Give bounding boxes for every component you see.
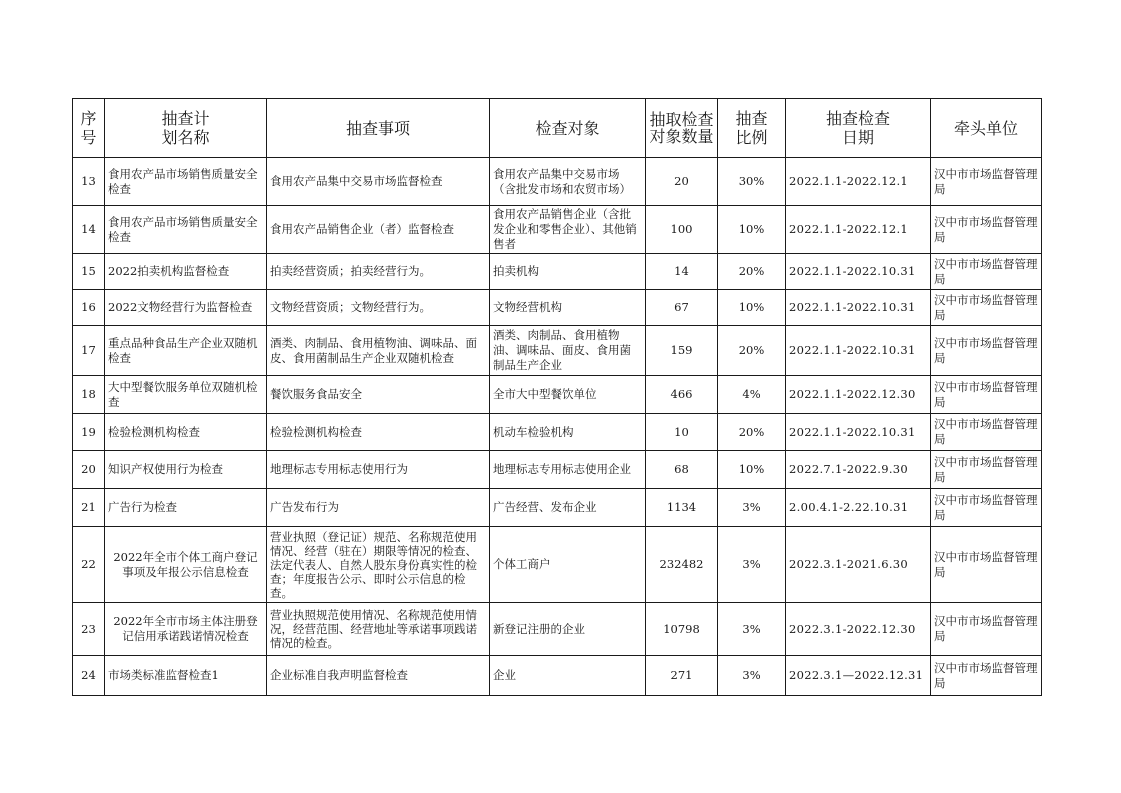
cell-ratio: 10%	[718, 451, 786, 489]
cell-target: 企业	[490, 656, 646, 696]
cell-ratio: 3%	[718, 656, 786, 696]
cell-ratio: 4%	[718, 376, 786, 414]
cell-plan-name: 检验检测机构检查	[105, 414, 267, 451]
cell-target: 个体工商户	[490, 527, 646, 603]
cell-unit: 汉中市市场监督管理局	[931, 603, 1042, 656]
cell-date: 2022.1.1-2022.12.1	[786, 158, 931, 206]
cell-item: 食用农产品销售企业（者）监督检查	[267, 206, 490, 254]
cell-target: 全市大中型餐饮单位	[490, 376, 646, 414]
cell-ratio: 30%	[718, 158, 786, 206]
cell-count: 100	[646, 206, 718, 254]
cell-ratio: 3%	[718, 527, 786, 603]
cell-ratio: 10%	[718, 290, 786, 326]
cell-no: 19	[73, 414, 105, 451]
cell-no: 17	[73, 326, 105, 376]
cell-unit: 汉中市市场监督管理局	[931, 451, 1042, 489]
cell-plan-name: 大中型餐饮服务单位双随机检查	[105, 376, 267, 414]
cell-count: 232482	[646, 527, 718, 603]
cell-unit: 汉中市市场监督管理局	[931, 489, 1042, 527]
cell-unit: 汉中市市场监督管理局	[931, 158, 1042, 206]
cell-item: 营业执照规范使用情况、名称规范使用情况，经营范围、经营地址等承诺事项践诺情况的检查。	[267, 603, 490, 656]
cell-item: 酒类、肉制品、食用植物油、调味品、面皮、食用菌制品生产企业双随机检查	[267, 326, 490, 376]
cell-date: 2.00.4.1-2.22.10.31	[786, 489, 931, 527]
table-row	[73, 290, 1042, 326]
header-ratio: 抽查比例	[718, 99, 786, 158]
header-date: 抽查检查日期	[786, 99, 931, 158]
cell-unit: 汉中市市场监督管理局	[931, 656, 1042, 696]
cell-plan-name: 食用农产品市场销售质量安全检查	[105, 206, 267, 254]
table-row	[73, 254, 1042, 290]
cell-ratio: 10%	[718, 206, 786, 254]
cell-date: 2022.3.1—2022.12.31	[786, 656, 931, 696]
header-target: 检查对象	[490, 99, 646, 158]
cell-no: 14	[73, 206, 105, 254]
header-row	[73, 99, 1042, 158]
cell-count: 10798	[646, 603, 718, 656]
cell-item: 营业执照（登记证）规范、名称规范使用情况、经营（驻在）期限等情况的检查、法定代表人、自然人股东身份真实性的检查；年度报告公示、即时公示信息的检查。	[267, 527, 490, 603]
cell-item: 文物经营资质；文物经营行为。	[267, 290, 490, 326]
cell-no: 21	[73, 489, 105, 527]
cell-item: 检验检测机构检查	[267, 414, 490, 451]
cell-ratio: 20%	[718, 414, 786, 451]
table-row	[73, 376, 1042, 414]
cell-unit: 汉中市市场监督管理局	[931, 414, 1042, 451]
cell-unit: 汉中市市场监督管理局	[931, 290, 1042, 326]
cell-plan-name: 广告行为检查	[105, 489, 267, 527]
header-no: 序号	[73, 99, 105, 158]
cell-date: 2022.1.1-2022.10.31	[786, 326, 931, 376]
cell-no: 23	[73, 603, 105, 656]
cell-plan-name: 市场类标准监督检查1	[105, 656, 267, 696]
cell-target: 文物经营机构	[490, 290, 646, 326]
cell-date: 2022.1.1-2022.10.31	[786, 290, 931, 326]
table-row	[73, 451, 1042, 489]
cell-count: 14	[646, 254, 718, 290]
header-item: 抽查事项	[267, 99, 490, 158]
cell-target: 食用农产品销售企业（含批发企业和零售企业）、其他销售者	[490, 206, 646, 254]
cell-target: 拍卖机构	[490, 254, 646, 290]
table-row	[73, 489, 1042, 527]
cell-item: 拍卖经营资质；拍卖经营行为。	[267, 254, 490, 290]
table-row	[73, 527, 1042, 603]
cell-plan-name: 知识产权使用行为检查	[105, 451, 267, 489]
table-row	[73, 414, 1042, 451]
cell-count: 1134	[646, 489, 718, 527]
cell-item: 餐饮服务食品安全	[267, 376, 490, 414]
cell-date: 2022.3.1-2021.6.30	[786, 527, 931, 603]
cell-count: 67	[646, 290, 718, 326]
cell-count: 68	[646, 451, 718, 489]
cell-no: 13	[73, 158, 105, 206]
cell-unit: 汉中市市场监督管理局	[931, 376, 1042, 414]
cell-date: 2022.1.1-2022.10.31	[786, 414, 931, 451]
cell-ratio: 20%	[718, 326, 786, 376]
cell-count: 159	[646, 326, 718, 376]
cell-date: 2022.3.1-2022.12.30	[786, 603, 931, 656]
cell-no: 15	[73, 254, 105, 290]
cell-item: 广告发布行为	[267, 489, 490, 527]
cell-target: 机动车检验机构	[490, 414, 646, 451]
table-row	[73, 603, 1042, 656]
cell-target: 广告经营、发布企业	[490, 489, 646, 527]
cell-unit: 汉中市市场监督管理局	[931, 254, 1042, 290]
cell-no: 24	[73, 656, 105, 696]
cell-no: 18	[73, 376, 105, 414]
header-unit: 牵头单位	[931, 99, 1042, 158]
cell-target: 食用农产品集中交易市场（含批发市场和农贸市场）	[490, 158, 646, 206]
cell-item: 地理标志专用标志使用行为	[267, 451, 490, 489]
cell-date: 2022.1.1-2022.12.30	[786, 376, 931, 414]
cell-count: 10	[646, 414, 718, 451]
header-plan-name: 抽查计划名称	[105, 99, 267, 158]
cell-unit: 汉中市市场监督管理局	[931, 326, 1042, 376]
cell-date: 2022.7.1-2022.9.30	[786, 451, 931, 489]
cell-date: 2022.1.1-2022.10.31	[786, 254, 931, 290]
cell-item: 食用农产品集中交易市场监督检查	[267, 158, 490, 206]
table-row	[73, 656, 1042, 696]
cell-no: 22	[73, 527, 105, 603]
cell-count: 271	[646, 656, 718, 696]
table-row	[73, 158, 1042, 206]
inspection-plan-table	[72, 98, 1042, 696]
table-row	[73, 326, 1042, 376]
header-count: 抽取检查对象数量	[646, 99, 718, 158]
cell-plan-name: 2022文物经营行为监督检查	[105, 290, 267, 326]
cell-ratio: 3%	[718, 489, 786, 527]
cell-no: 20	[73, 451, 105, 489]
cell-target: 酒类、肉制品、食用植物油、调味品、面皮、食用菌制品生产企业	[490, 326, 646, 376]
cell-target: 地理标志专用标志使用企业	[490, 451, 646, 489]
cell-unit: 汉中市市场监督管理局	[931, 527, 1042, 603]
cell-plan-name: 2022拍卖机构监督检查	[105, 254, 267, 290]
cell-plan-name: 2022年全市市场主体注册登记信用承诺践诺情况检查	[105, 603, 267, 656]
table-row	[73, 206, 1042, 254]
cell-plan-name: 2022年全市个体工商户登记事项及年报公示信息检查	[105, 527, 267, 603]
cell-date: 2022.1.1-2022.12.1	[786, 206, 931, 254]
cell-item: 企业标准自我声明监督检查	[267, 656, 490, 696]
cell-plan-name: 重点品种食品生产企业双随机检查	[105, 326, 267, 376]
cell-count: 466	[646, 376, 718, 414]
cell-count: 20	[646, 158, 718, 206]
cell-ratio: 3%	[718, 603, 786, 656]
cell-target: 新登记注册的企业	[490, 603, 646, 656]
cell-unit: 汉中市市场监督管理局	[931, 206, 1042, 254]
cell-ratio: 20%	[718, 254, 786, 290]
cell-no: 16	[73, 290, 105, 326]
cell-plan-name: 食用农产品市场销售质量安全检查	[105, 158, 267, 206]
